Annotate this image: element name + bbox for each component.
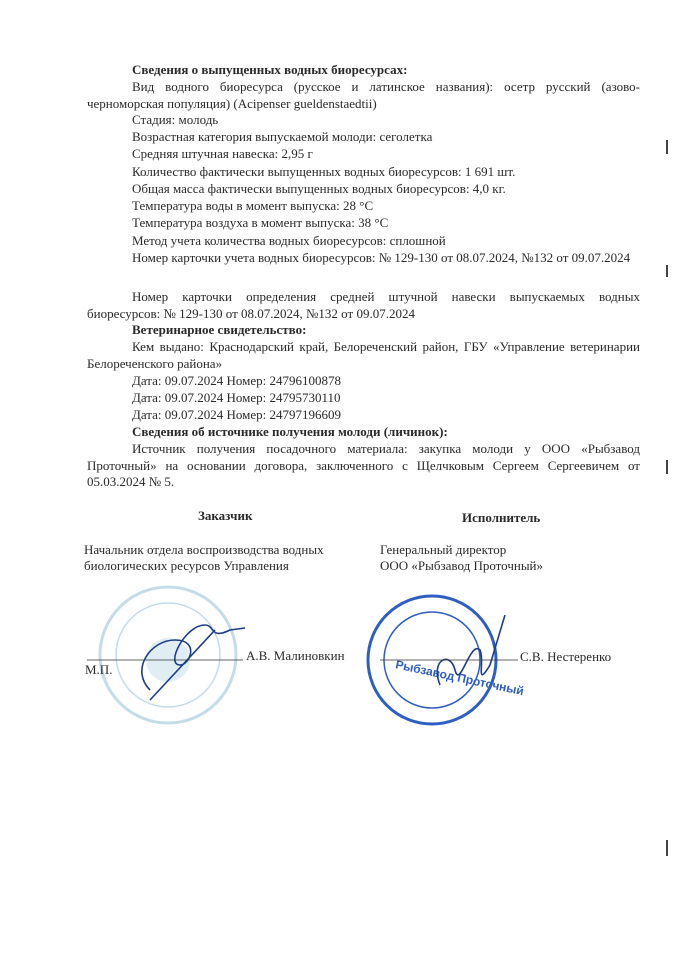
contractor-heading: Исполнитель bbox=[462, 510, 541, 525]
vet-cert: Дата: 09.07.2024 Номер: 24796100878 bbox=[132, 373, 342, 388]
total-mass: Общая масса фактически выпущенных водных биоресурсов: 4,0 кг. bbox=[132, 181, 506, 196]
air-temp: Температура воздуха в момент выпуска: 38 °С bbox=[132, 215, 389, 230]
contractor-position: Генеральный директор bbox=[380, 542, 507, 557]
customer-stamp-label: М.П. bbox=[85, 662, 113, 677]
count: Количество фактически выпущенных водных биоресурсов: 1 691 шт. bbox=[132, 164, 516, 179]
count-method: Метод учета количества водных биоресурсов: сплошной bbox=[132, 233, 446, 248]
scan-edge-mark bbox=[666, 265, 668, 277]
vet-cert: Дата: 09.07.2024 Номер: 24795730110 bbox=[132, 390, 341, 405]
vet-cert: Дата: 09.07.2024 Номер: 24797196609 bbox=[132, 407, 342, 422]
avg-weight: Средняя штучная навеска: 2,95 г bbox=[132, 146, 313, 161]
water-temp: Температура воды в момент выпуска: 28 °С bbox=[132, 198, 374, 213]
stage: Стадия: молодь bbox=[132, 112, 219, 127]
customer-name: А.В. Малиновкин bbox=[246, 648, 345, 663]
scan-edge-mark bbox=[666, 140, 668, 154]
source-text: Источник получения посадочного материала: закупка молоди у ООО «Рыбзавод Проточный» на основании договора, заключенного с Щелчковым Сергеем Сергеевичем от 05.03.2024 № 5. bbox=[87, 441, 640, 489]
customer-position: биологических ресурсов Управления bbox=[84, 558, 289, 573]
weight-card: Номер карточки определения средней штучной навески выпускаемых водных биоресурсов: № 129-130 от 08.07.2024, №132 от 09.07.2024 bbox=[87, 289, 640, 321]
contractor-name: С.В. Нестеренко bbox=[520, 649, 612, 664]
vet-issued: Кем выдано: Краснодарский край, Белореченский район, ГБУ «Управление ветеринарии Белореченского района» bbox=[87, 339, 640, 371]
stamp-text: Рыбзавод Проточный bbox=[394, 657, 526, 699]
record-card: Номер карточки учета водных биоресурсов: № 129-130 от 08.07.2024, №132 от 09.07.2024 bbox=[132, 250, 631, 265]
section-title-released: Сведения о выпущенных водных биоресурсах: bbox=[132, 62, 408, 77]
species: Вид водного биоресурса (русское и латинское названия): осетр русский (азово-черноморская популяция) (Acipenser gueldenstaedtii) bbox=[87, 79, 640, 111]
source-title: Сведения об источнике получения молоди (личинок): bbox=[132, 424, 448, 439]
scan-edge-mark bbox=[666, 840, 668, 856]
age-category: Возрастная категория выпускаемой молоди: сеголетка bbox=[132, 129, 433, 144]
customer-stamp bbox=[100, 587, 236, 723]
customer-position: Начальник отдела воспроизводства водных bbox=[84, 542, 324, 557]
customer-heading: Заказчик bbox=[198, 508, 253, 523]
vet-title: Ветеринарное свидетельство: bbox=[132, 322, 307, 337]
scan-edge-mark bbox=[666, 460, 668, 474]
contractor-position: ООО «Рыбзавод Проточный» bbox=[380, 558, 544, 573]
